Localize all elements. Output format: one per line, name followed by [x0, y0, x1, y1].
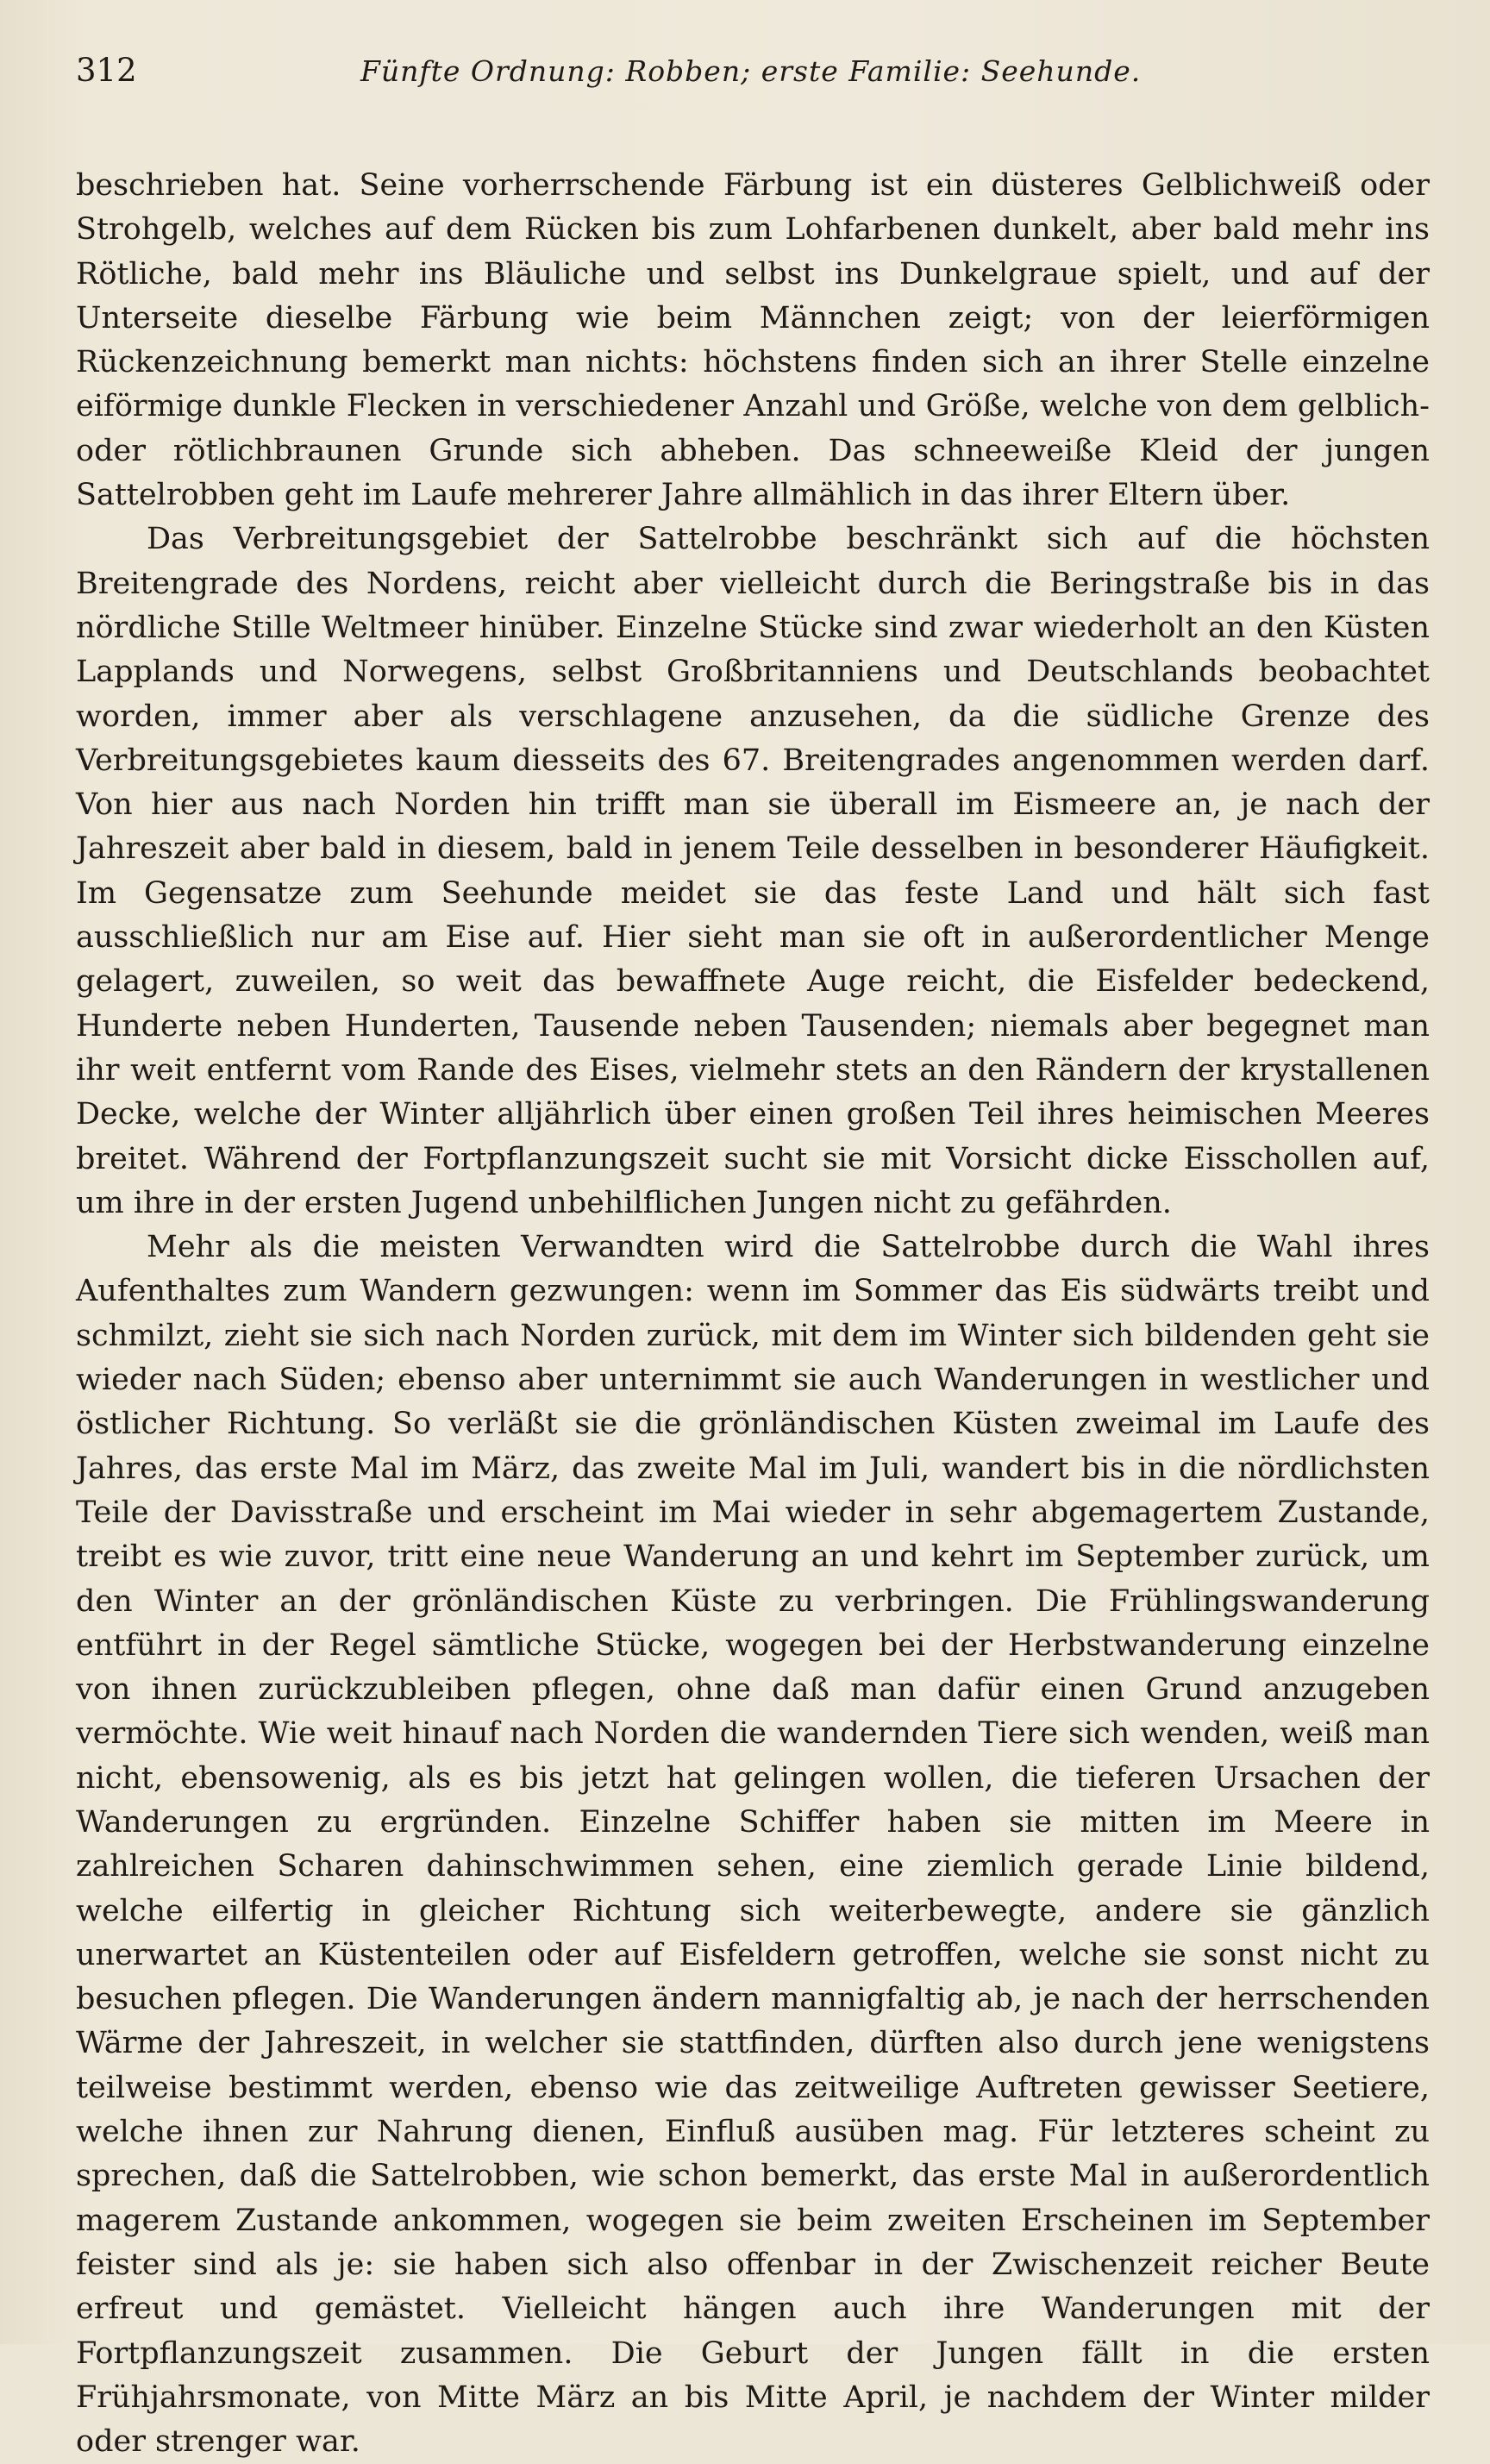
body-text — [76, 164, 1430, 2464]
paragraph-2: Das Verbreitungsgebiet der Sattelrobbe beschränkt sich auf die höchsten Breitengrade des Nordens, reicht aber vielleicht durch die Beringstraße bis in das nördliche Stille Weltmeer hinüber. Einzelne Stücke sind zwar wiederholt an den Küsten Lapplands und Norwegens, selbst Großbritanniens und Deutschlands beobachtet worden, immer aber als verschlagene anzusehen, da die südliche Grenze des Verbreitungsgebietes kaum diesseits des 67. Breitengrades angenommen werden darf. Von hier aus nach Norden hin trifft man sie überall im Eismeere an, je nach der Jahreszeit aber bald in diesem, bald in jenem Teile desselben in besonderer Häufigkeit. Im Gegensatze zum Seehunde meidet sie das feste Land und hält sich fast ausschließlich nur am Eise auf. Hier sieht man sie oft in außerordentlicher Menge gelagert, zuweilen, so weit das bewaffnete Auge reicht, die Eisfelder bedeckend, Hunderte neben Hunderten, Tausende neben Tausenden; niemals aber begegnet man ihr weit entfernt vom Rande des Eises, vielmehr stets an den Rändern der krystallenen Decke, welche der Winter alljährlich über einen großen Teil ihres heimischen Meeres breitet. Während der Fortpflanzungszeit sucht sie mit Vorsicht dicke Eisschollen auf, um ihre in der ersten Jugend unbehilflichen Jungen nicht zu gefährden. — [76, 522, 1430, 1220]
page-number: 312 — [76, 52, 137, 89]
paragraph-1: beschrieben hat. Seine vorherrschende Färbung ist ein düsteres Gelblichweiß oder Strohgelb, welches auf dem Rücken bis zum Lohfarbenen dunkelt, aber bald mehr ins Rötliche, bald mehr ins Bläuliche und selbst ins Dunkelgraue spielt, und auf der Unterseite dieselbe Färbung wie beim Männchen zeigt; von der leierförmigen Rückenzeichnung bemerkt man nichts: höchstens finden sich an ihrer Stelle einzelne eiförmige dunkle Flecken in verschiedener Anzahl und Größe, welche von dem gelblich- oder rötlichbraunen Grunde sich abheben. Das schneeweiße Kleid der jungen Sattelrobben geht im Laufe mehrerer Jahre allmählich in das ihrer Eltern über. — [76, 168, 1430, 513]
running-head: Fünfte Ordnung: Robben; erste Familie: Seehunde. — [360, 54, 1142, 88]
paragraph-3: Mehr als die meisten Verwandten wird die Sattelrobbe durch die Wahl ihres Aufenthaltes zum Wandern gezwungen: wenn im Sommer das Eis südwärts treibt und schmilzt, zieht sie sich nach Norden zurück, mit dem im Winter sich bildenden geht sie wieder nach Süden; ebenso aber unternimmt sie auch Wanderungen in westlicher und östlicher Richtung. So verläßt sie die grönländischen Küsten zweimal im Laufe des Jahres, das erste Mal im März, das zweite Mal im Juli, wandert bis in die nördlichsten Teile der Davisstraße und erscheint im Mai wieder in sehr abgemagertem Zustande, treibt es wie zuvor, tritt eine neue Wanderung an und kehrt im September zurück, um den Winter an der grönländischen Küste zu verbringen. Die Frühlingswanderung entführt in der Regel sämtliche Stücke, wogegen bei der Herbstwanderung einzelne von ihnen zurückzubleiben pflegen, ohne daß man dafür einen Grund anzugeben vermöchte. Wie weit hinauf nach Norden die wandernden Tiere sich wenden, weiß man nicht, ebensowenig, als es bis jetzt hat gelingen wollen, die tieferen Ursachen der Wanderungen zu ergründen. Einzelne Schiffer haben sie mitten im Meere in zahlreichen Scharen dahinschwimmen sehen, eine ziemlich gerade Linie bildend, welche eilfertig in gleicher Richtung sich weiterbewegte, andere sie gänzlich unerwartet an Küstenteilen oder auf Eisfeldern getroffen, welche sie sonst nicht zu besuchen pflegen. Die Wanderungen ändern mannigfaltig ab, je nach der herrschenden Wärme der Jahreszeit, in welcher sie stattfinden, dürften also durch jene wenigstens teilweise bestimmt werden, ebenso wie das zeitweilige Auftreten gewisser Seetiere, welche ihnen zur Nahrung dienen, Einfluß ausüben mag. Für letzteres scheint zu sprechen, daß die Sattelrobben, wie schon bemerkt, das erste Mal in außerordentlich magerem Zustande ankommen, wogegen sie beim zweiten Erscheinen im September feister sind als je: sie haben sich also offenbar in der Zwischenzeit reicher Beute erfreut und gemästet. Vielleicht hängen auch ihre Wanderungen mit der Fortpflanzungszeit zusammen. Die Geburt der Jungen fällt in die ersten Frühjahrsmonate, von Mitte März an bis Mitte April, je nachdem der Winter milder oder strenger war. — [76, 1230, 1430, 2460]
page-header — [76, 52, 1430, 112]
